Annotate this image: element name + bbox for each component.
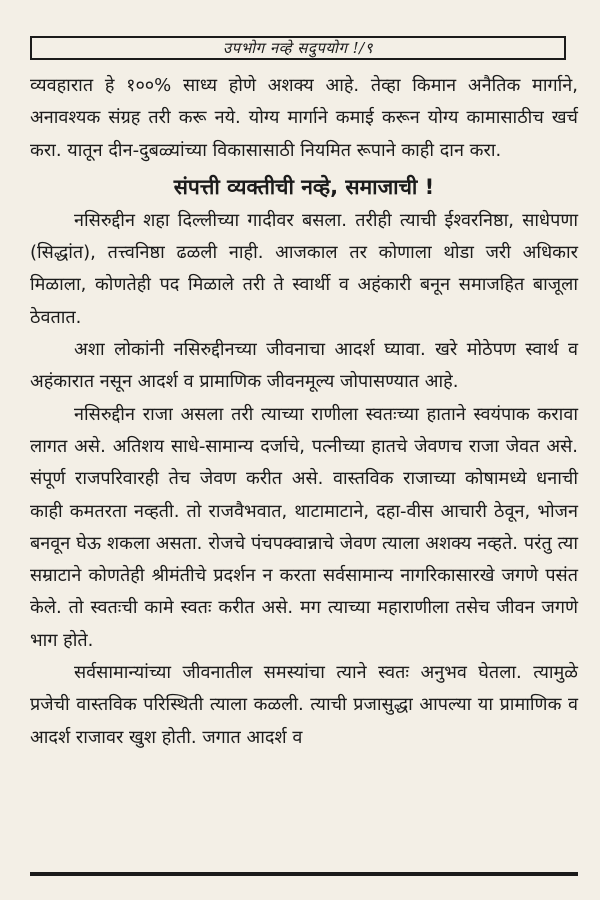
- paragraph: अशा लोकांनी नसिरुद्दीनच्या जीवनाचा आदर्श घ्यावा. खरे मोठेपण स्वार्थ व अहंकारात नसून आदर्श व प्रामाणिक जीवनमूल्य जोपासण्यात आहे.: [30, 339, 578, 393]
- section-heading: संपत्ती व्यक्तीची नव्हे, समाजाची !: [173, 174, 435, 199]
- running-header: [30, 36, 566, 60]
- running-header-title: उपभोग नव्हे सदुपयोग !/९: [222, 39, 374, 57]
- paragraph: नसिरुद्दीन राजा असला तरी त्याच्या राणीला स्वतःच्या हाताने स्वयंपाक करावा लागत असे. अतिशय साधे-सामान्य दर्जाचे, पत्नीच्या हातचे जेवणच राजा जेवत असे. संपूर्ण राजपरिवारही तेच जेवण करीत असे. वास्तविक राजाच्या कोषामध्ये धनाची काही कमतरता नव्हती. तो राजवैभवात, थाटामाटाने, दहा-वीस आचारी ठेवून, भोजन बनवून घेऊ शकला असता. रोजचे पंचपक्वान्नाचे जेवण त्याला अशक्य नव्हते. परंतु त्या सम्राटाने कोणतेही श्रीमंतीचे प्रदर्शन न करता सर्वसामान्य नागरिकासारखे जगणे पसंत केले. तो स्वतःची कामे स्वतः करीत असे. मग त्याच्या महाराणीला तसेच जीवन जगणे भाग होते.: [30, 403, 578, 651]
- page-body: [30, 70, 578, 754]
- paragraph-intro: व्यवहारात हे १००% साध्य होणे अशक्य आहे. तेव्हा किमान अनैतिक मार्गाने, अनावश्यक संग्रह तरी करू नये. योग्य मार्गाने कमाई करून योग्य कामासाठीच खर्च करा. यातून दीन-दुबळ्यांच्या विकासासाठी नियमित रूपाने काही दान करा.: [30, 75, 578, 161]
- paragraph: नसिरुद्दीन शहा दिल्लीच्या गादीवर बसला. तरीही त्याची ईश्वरनिष्ठा, साधेपणा (सिद्धांत), तत्त्वनिष्ठा ढळली नाही. आजकाल तर कोणाला थोडा जरी अधिकार मिळाला, कोणतेही पद मिळाले तरी ते स्वार्थी व अहंकारी बनून समाजहित बाजूला ठेवतात.: [30, 209, 578, 328]
- paragraph: सर्वसामान्यांच्या जीवनातील समस्यांचा त्याने स्वतः अनुभव घेतला. त्यामुळे प्रजेची वास्तविक परिस्थिती त्याला कळली. त्याची प्रजासुद्धा आपल्या या प्रामाणिक व आदर्श राजावर खुश होती. जगात आदर्श व: [30, 662, 578, 748]
- footer-rule: [30, 872, 578, 876]
